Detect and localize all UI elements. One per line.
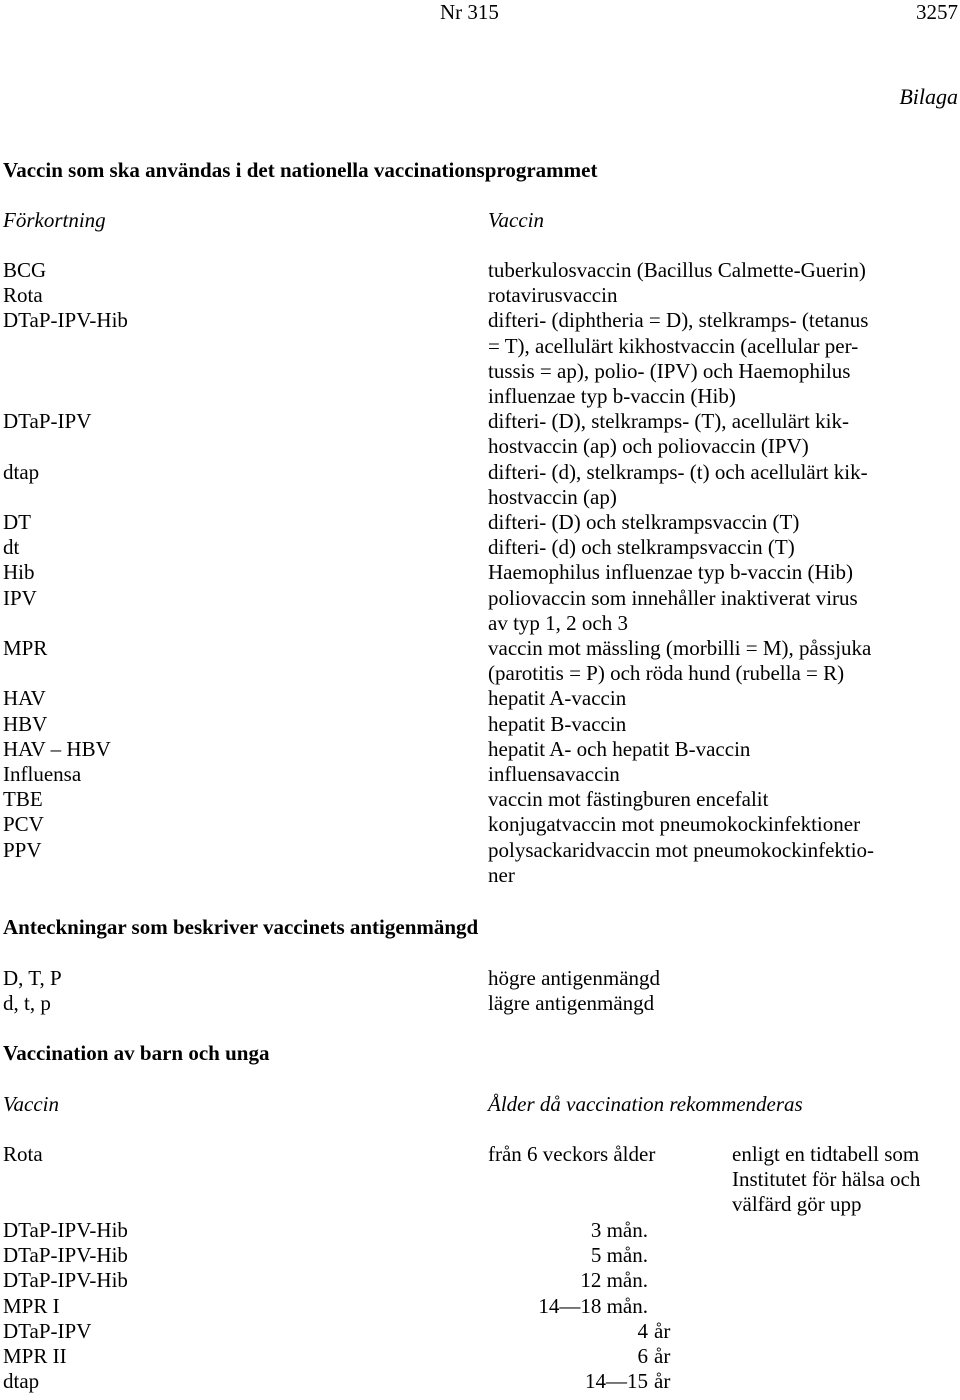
vaccine-abbreviation: DTaP-IPV	[3, 409, 92, 434]
vaccine-abbreviation: dt	[3, 535, 20, 560]
vaccine-description-line: difteri- (d), stelkramps- (t) och acellulärt kik-	[488, 459, 868, 484]
vaccine-description-line: poliovaccin som innehåller inaktiverat virus	[488, 585, 858, 610]
schedule-age-unit: år	[654, 1318, 671, 1343]
schedule-age-unit: år	[654, 1344, 671, 1368]
schedule-vaccine: MPR I	[3, 1293, 60, 1318]
vaccine-description-line: hostvaccin (ap)	[488, 484, 617, 509]
section-title-antigen-notes: Anteckningar som beskriver vaccinets antigenmängd	[3, 915, 479, 939]
vaccine-description-line: influensavaccin	[488, 762, 620, 786]
schedule-age: 12 mån.	[580, 1268, 648, 1293]
section-title-vaccines: Vaccin som ska användas i det nationella vaccinationsprogrammet	[3, 158, 598, 182]
vaccine-description-line: tussis = ap), polio- (IPV) och Haemophilus	[488, 358, 851, 383]
vaccine-description-line: difteri- (d) och stelkrampsvaccin (T)	[488, 535, 795, 560]
vaccine-description-line: hepatit B-vaccin	[488, 711, 627, 736]
schedule-age: 4	[637, 1318, 648, 1343]
vaccine-description-line: hepatit A- och hepatit B-vaccin	[488, 736, 751, 761]
antigen-abbr-high: D, T, P	[3, 966, 62, 990]
vaccine-description-line: av typ 1, 2 och 3	[488, 610, 628, 635]
schedule-vaccine-rota: Rota	[3, 1142, 43, 1166]
appendix-label: Bilaga	[899, 84, 958, 109]
schedule-age: 3 mån.	[590, 1218, 648, 1242]
vaccine-description-line: = T), acellulärt kikhostvaccin (acellular per-	[488, 333, 859, 358]
schedule-vaccine: DTaP-IPV-Hib	[3, 1243, 128, 1268]
schedule-note-rota	[732, 1142, 960, 1218]
column-header-abbreviation: Förkortning	[3, 208, 106, 232]
vaccine-description-line: vaccin mot fästingburen encefalit	[488, 787, 769, 812]
vaccine-abbreviation: IPV	[3, 585, 37, 610]
schedule-age: 14––15	[585, 1369, 648, 1394]
column-header-age: Ålder då vaccination rekommenderas	[488, 1092, 803, 1116]
note-line: enligt en tidtabell som	[732, 1142, 920, 1166]
vaccine-description-line: konjugatvaccin mot pneumokockinfektioner	[488, 812, 861, 837]
column-header-vaccine-2: Vaccin	[3, 1092, 59, 1116]
vaccine-description-line: polysackaridvaccin mot pneumokockinfektio-	[488, 837, 875, 862]
column-header-vaccine: Vaccin	[488, 208, 544, 232]
vaccine-abbreviation: PCV	[3, 812, 44, 837]
vaccine-abbreviation: dtap	[3, 459, 40, 484]
schedule-vaccine: dtap	[3, 1369, 40, 1394]
vaccine-description-line: ner	[488, 862, 515, 887]
vaccine-description-line: difteri- (diphtheria = D), stelkramps- (tetanus	[488, 308, 869, 333]
vaccine-abbreviation: DTaP-IPV-Hib	[3, 308, 128, 333]
vaccine-abbreviation: Influensa	[3, 762, 82, 786]
vaccine-abbreviation: HBV	[3, 711, 48, 736]
vaccine-abbreviation: TBE	[3, 787, 43, 812]
vaccine-abbreviation: Rota	[3, 283, 43, 308]
vaccine-description-line: influenzae typ b-vaccin (Hib)	[488, 384, 736, 408]
vaccine-description-line: hostvaccin (ap) och poliovaccin (IPV)	[488, 434, 809, 459]
antigen-text-low: lägre antigenmängd	[488, 991, 655, 1015]
vaccine-description-line: Haemophilus influenzae typ b-vaccin (Hib)	[488, 560, 854, 585]
schedule-vaccine: MPR II	[3, 1344, 67, 1368]
schedule-vaccine: DTaP-IPV	[3, 1318, 92, 1343]
note-line: välfärd gör upp	[732, 1192, 862, 1217]
page-number: 3257	[916, 0, 958, 24]
section-title-children-vaccination: Vaccination av barn och unga	[3, 1041, 270, 1065]
schedule-age-rota: från 6 veckors ålder	[488, 1142, 656, 1166]
vaccine-description-line: tuberkulosvaccin (Bacillus Calmette-Guerin)	[488, 258, 866, 282]
antigen-text-high: högre antigenmängd	[488, 966, 661, 990]
vaccine-abbreviation: MPR	[3, 636, 48, 660]
schedule-age: 5 mån.	[590, 1243, 648, 1268]
schedule-age-unit: år	[654, 1369, 671, 1394]
vaccine-description-line: rotavirusvaccin	[488, 283, 618, 308]
vaccine-abbreviation: BCG	[3, 258, 47, 282]
vaccine-description-line: vaccin mot mässling (morbilli = M), påssjuka	[488, 636, 872, 660]
schedule-vaccine: DTaP-IPV-Hib	[3, 1218, 128, 1242]
antigen-abbr-low: d, t, p	[3, 991, 51, 1015]
vaccine-abbreviation: HAV – HBV	[3, 736, 111, 761]
vaccine-abbreviation: PPV	[3, 837, 42, 862]
page-header-number: Nr 315	[440, 0, 499, 24]
vaccine-description-line: difteri- (D), stelkramps- (T), acellulärt kik-	[488, 409, 849, 434]
note-line: Institutet för hälsa och	[732, 1167, 921, 1192]
schedule-vaccine: DTaP-IPV-Hib	[3, 1268, 128, 1293]
vaccine-description-line: hepatit A-vaccin	[488, 686, 627, 711]
schedule-age: 14––18 mån.	[538, 1293, 648, 1318]
vaccine-abbreviation: DT	[3, 510, 31, 534]
schedule-age: 6	[637, 1344, 648, 1368]
vaccine-description-line: difteri- (D) och stelkrampsvaccin (T)	[488, 510, 800, 534]
vaccine-abbreviation: HAV	[3, 686, 46, 711]
vaccine-description-line: (parotitis = P) och röda hund (rubella = R)	[488, 661, 845, 686]
vaccine-abbreviation: Hib	[3, 560, 35, 585]
